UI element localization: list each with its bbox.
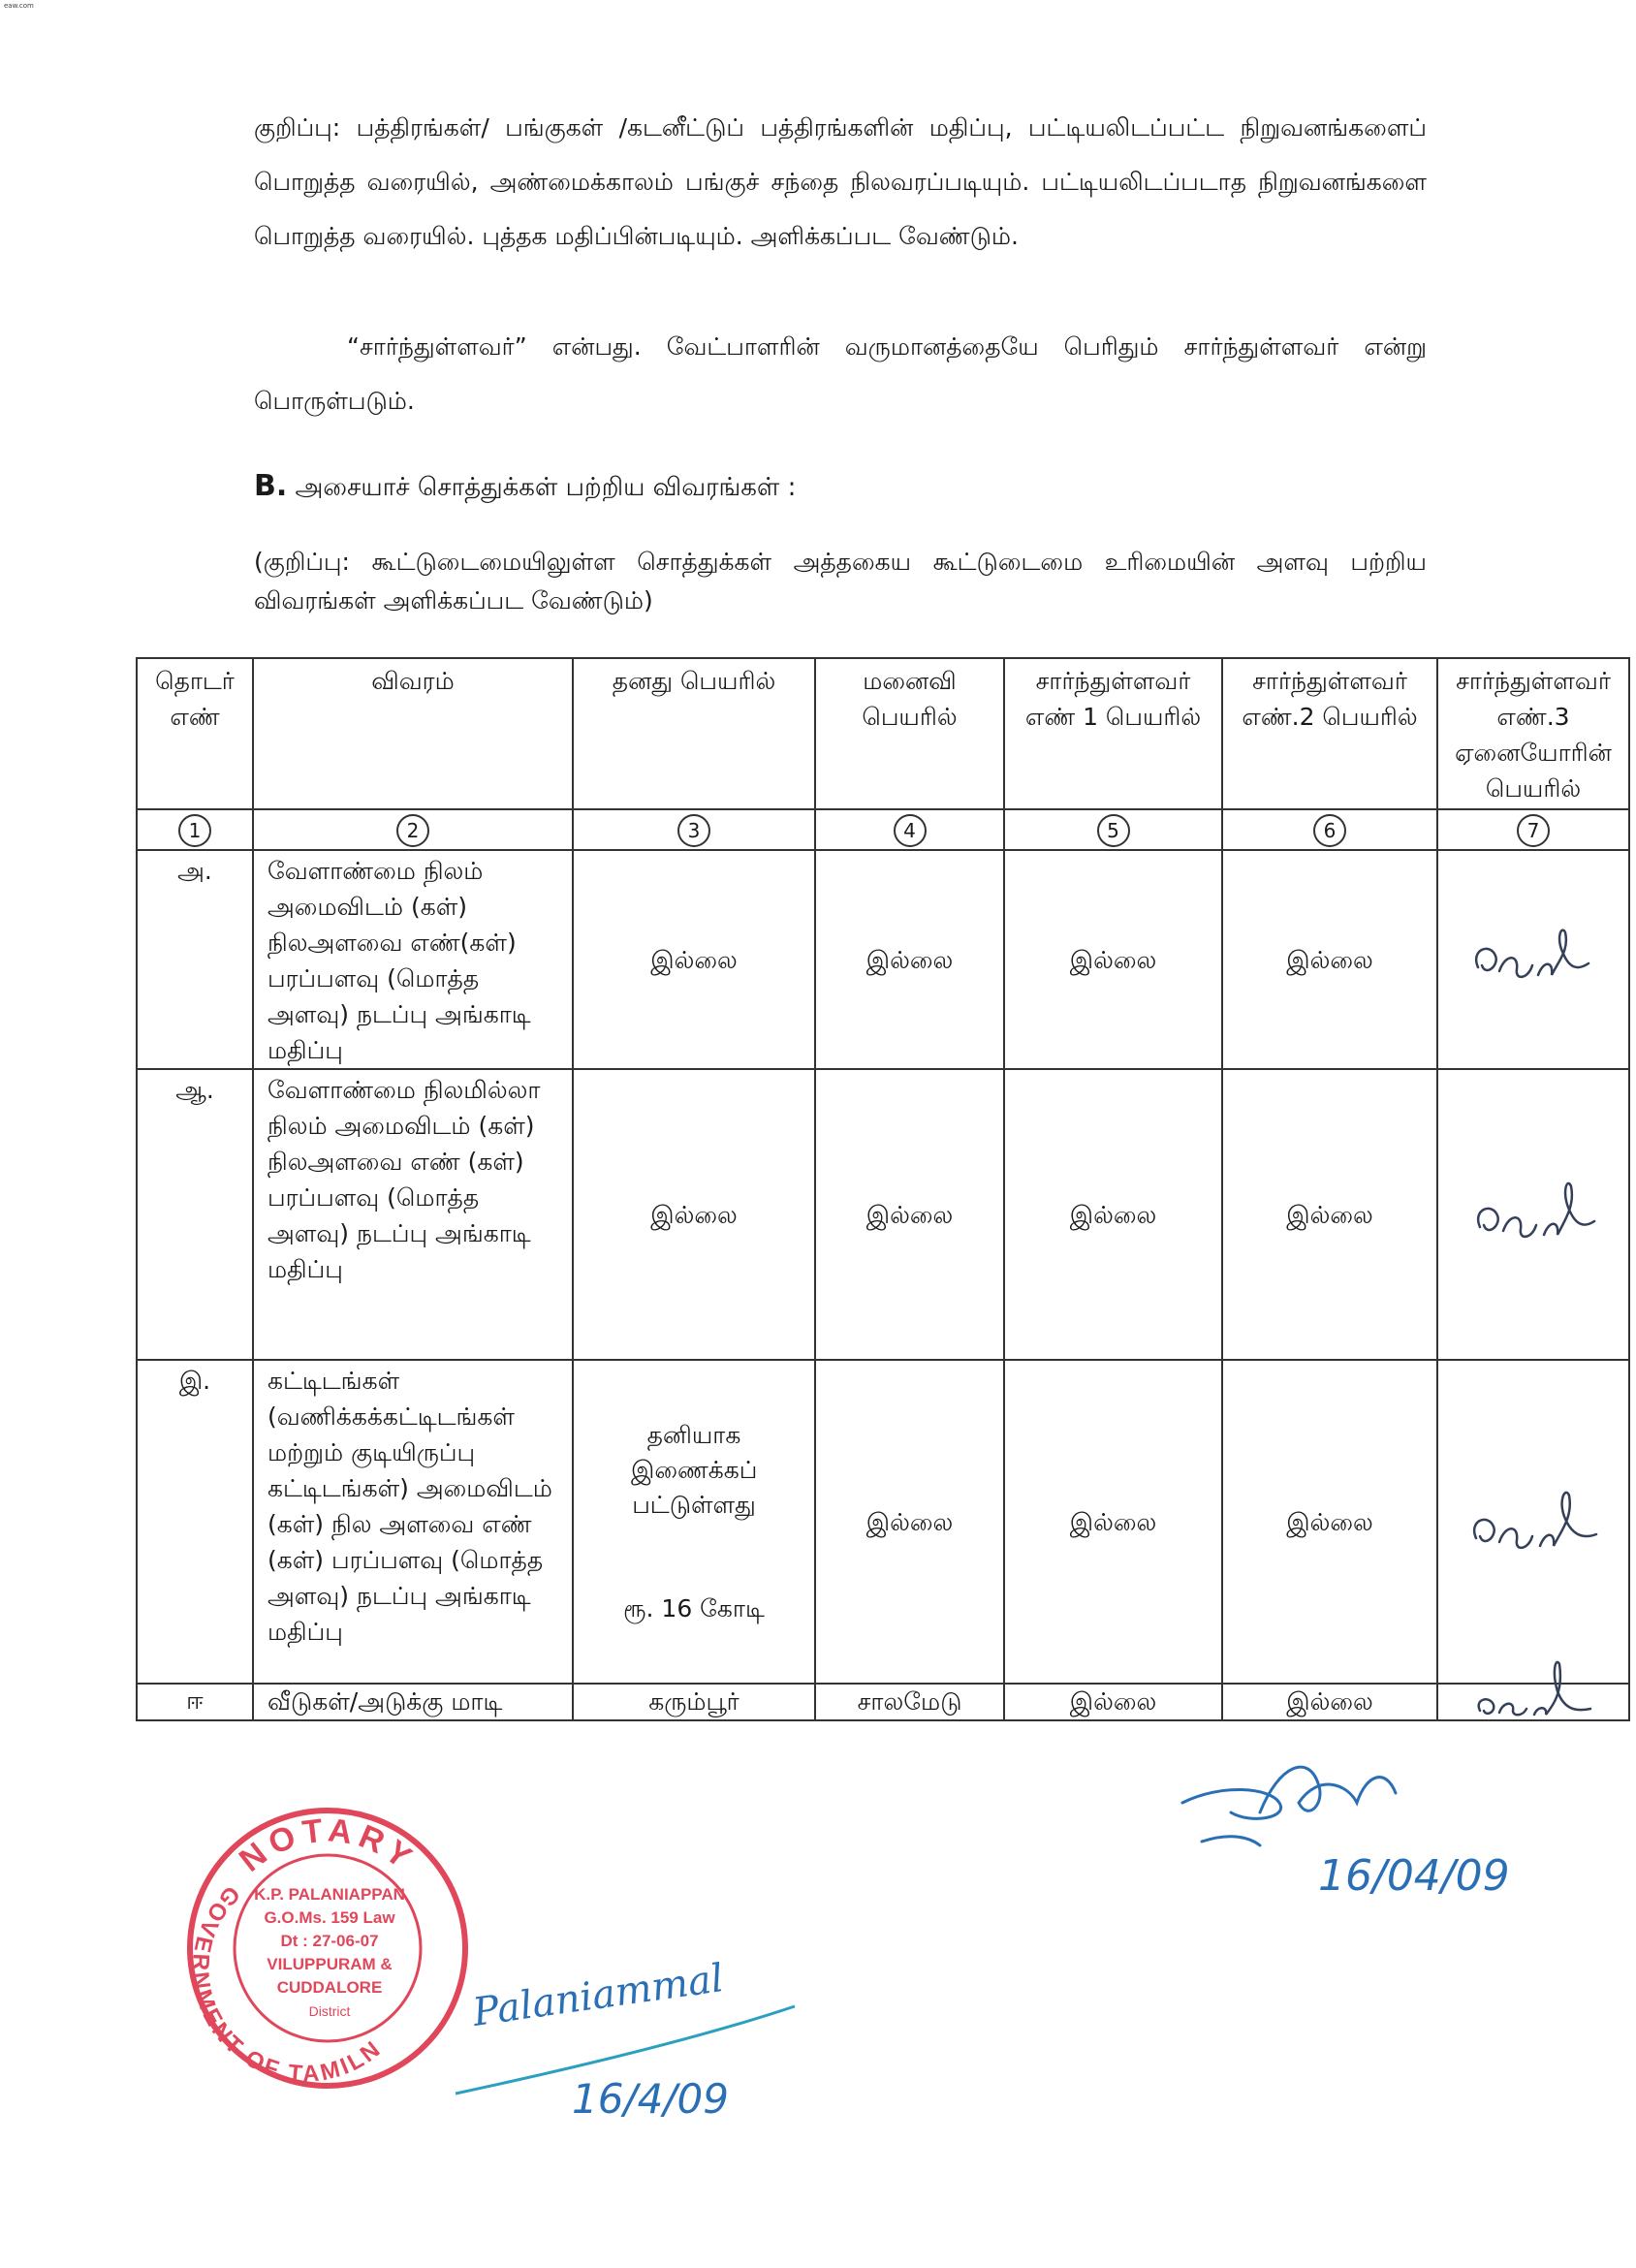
table-row — [137, 1360, 1629, 1684]
row-dependent-2: இல்லை — [1222, 1360, 1437, 1684]
row-self-value: ரூ. 16 கோடி — [623, 1593, 765, 1622]
col-number: 7 — [1517, 814, 1550, 847]
row-dependent-3 — [1437, 1069, 1629, 1360]
table-row — [137, 1069, 1629, 1360]
row-serial: ஈ — [137, 1684, 253, 1720]
row-dependent-1: இல்லை — [1004, 1360, 1222, 1684]
note-paragraph: குறிப்பு: பத்திரங்கள்/ பங்குகள் /கடனீட்டுப் பத்திரங்களின் மதிப்பு, பட்டியலிடப்பட்ட நிறுவனங்களைப் பொறுத்த வரையில், அண்மைக்காலம் பங்குச் சந்தை நிலவரப்படியும். பட்டியலிடப்படாத நிறுவனங்களை பொறுத்த வரையில். புத்தக மதிப்பின்படியும். அளிக்கப்பட வேண்டும். — [254, 113, 1427, 250]
row-self: கரும்பூர் — [573, 1684, 815, 1720]
stamp-top-text: NOTARY — [233, 1811, 424, 1879]
stamp-place: VILUPPURAM & — [267, 1955, 393, 1973]
row-dependent-3 — [1437, 1360, 1629, 1684]
row-self — [573, 1360, 815, 1684]
row-description: வேளாண்மை நிலமில்லா நிலம் அமைவிடம் (கள்) நிலஅளவை எண் (கள்) பரப்பளவு (மொத்த அளவு) நடப்பு அங்காடி மதிப்பு — [253, 1069, 573, 1360]
header-serial: தொடர் எண் — [137, 658, 253, 809]
col-number: 4 — [894, 814, 927, 847]
row-dependent-2: இல்லை — [1222, 1069, 1437, 1360]
section-letter: B. — [254, 469, 288, 503]
row-dependent-2: இல்லை — [1222, 850, 1437, 1069]
row-dependent-3 — [1437, 850, 1629, 1069]
notary-stamp — [182, 1803, 473, 2097]
candidate-signature — [1163, 1745, 1512, 1913]
row-dependent-1: இல்லை — [1004, 1684, 1222, 1720]
row-description: வீடுகள்/அடுக்கு மாடி — [253, 1684, 573, 1720]
col-number: 3 — [677, 814, 710, 847]
header-dependent-3: சார்ந்துள்ளவர் எண்.3 ஏனையோரின் பெயரில் — [1437, 658, 1629, 809]
dependent-definition: “சார்ந்துள்ளவர்” என்பது. வேட்பாளரின் வருமானத்தையே பெரிதும் சார்ந்துள்ளவர் என்று பொருள்படும். — [254, 332, 1427, 415]
signature-date: 16/04/09 — [1318, 1851, 1510, 1901]
column-number-row — [137, 809, 1629, 850]
row-self-note: தனியாக இணைக்கப் பட்டுள்ளது — [631, 1420, 758, 1519]
notary-signature — [456, 1958, 824, 2156]
handwritten-none-signature — [1461, 921, 1606, 998]
row-self: இல்லை — [573, 1069, 815, 1360]
handwritten-none-signature — [1461, 1478, 1606, 1565]
stamp-date: Dt : 27-06-07 — [280, 1932, 379, 1950]
section-b-note: (குறிப்பு: கூட்டுடைமையிலுள்ள சொத்துக்கள் அத்தகைய கூட்டுடைமை உரிமையின் அளவு பற்றிய விவரங்கள் அளிக்கப்பட வேண்டும்) — [254, 548, 1427, 614]
section-b-heading — [254, 469, 796, 505]
row-serial: ஆ. — [137, 1069, 253, 1360]
header-spouse: மனைவி பெயரில் — [815, 658, 1004, 809]
row-spouse: இல்லை — [815, 1069, 1004, 1360]
row-serial: அ. — [137, 850, 253, 1069]
handwritten-none-signature — [1461, 1685, 1606, 1718]
stamp-district: District — [308, 2003, 351, 2019]
corner-mark: eaw.com — [4, 2, 34, 10]
table-row — [137, 850, 1629, 1069]
row-dependent-3 — [1437, 1684, 1629, 1720]
col-number: 2 — [396, 814, 429, 847]
handwritten-none-signature — [1461, 1171, 1606, 1258]
header-dependent-1: சார்ந்துள்ளவர் எண் 1 பெயரில் — [1004, 658, 1222, 809]
row-dependent-2: இல்லை — [1222, 1684, 1437, 1720]
row-spouse: சாலமேடு — [815, 1684, 1004, 1720]
row-dependent-1: இல்லை — [1004, 850, 1222, 1069]
stamp-order: G.O.Ms. 159 Law — [264, 1908, 395, 1927]
col-number: 5 — [1097, 814, 1130, 847]
col-number: 6 — [1313, 814, 1346, 847]
stamp-name: K.P. PALANIAPPAN — [254, 1885, 405, 1904]
notary-name-scrawl: Palaniammal — [469, 1958, 727, 2035]
header-self: தனது பெயரில் — [573, 658, 815, 809]
table-header-row — [137, 658, 1629, 809]
section-title: அசையாச் சொத்துக்கள் பற்றிய விவரங்கள் : — [295, 473, 797, 502]
table-row — [137, 1684, 1629, 1720]
row-self: இல்லை — [573, 850, 815, 1069]
row-dependent-1: இல்லை — [1004, 1069, 1222, 1360]
row-serial: இ. — [137, 1360, 253, 1684]
header-dependent-2: சார்ந்துள்ளவர் எண்.2 பெயரில் — [1222, 658, 1437, 809]
header-description: விவரம் — [253, 658, 573, 809]
notary-date: 16/4/09 — [572, 2075, 729, 2123]
row-spouse: இல்லை — [815, 1360, 1004, 1684]
immovable-assets-table — [136, 657, 1630, 1721]
row-description: கட்டிடங்கள் (வணிக்கக்கட்டிடங்கள் மற்றும் குடியிருப்பு கட்டிடங்கள்) அமைவிடம் (கள்) நில அளவை எண் (கள்) பரப்பளவு (மொத்த அளவு) நடப்பு அங்காடி மதிப்பு — [253, 1360, 573, 1684]
stamp-place2: CUDDALORE — [276, 1978, 383, 1997]
row-spouse: இல்லை — [815, 850, 1004, 1069]
row-description: வேளாண்மை நிலம் அமைவிடம் (கள்) நிலஅளவை எண்(கள்) பரப்பளவு (மொத்த அளவு) நடப்பு அங்காடி மதிப்பு — [253, 850, 573, 1069]
stamp-ring-text: GOVERNMENT OF TAMILN — [186, 1880, 388, 2088]
col-number: 1 — [178, 814, 211, 847]
svg-text:NOTARY — [233, 1811, 423, 1879]
